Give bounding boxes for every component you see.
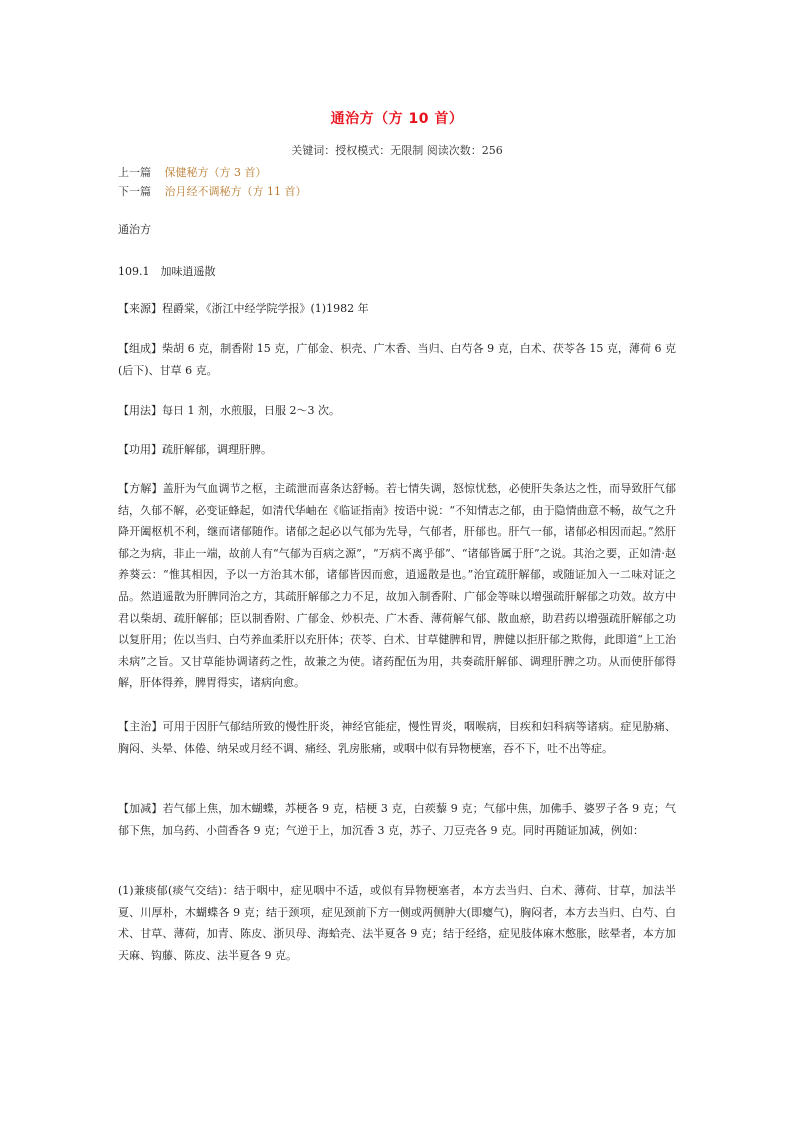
example-paragraph-1: (1)兼痰郁(痰气交结)：结于咽中，症见咽中不适，或似有异物梗塞者，本方去当归、白术、薄荷、甘草，加法半夏、川厚朴，木蝴蝶各 9 克；结于颈项，症见颈前下方一侧或两侧肿大(即瘿气)，胸闷者，本方去当归、白芍、白术、甘草、薄荷，加青、陈皮、浙贝母、海蛤壳、法半夏各 9 克；结于经络，症见肢体麻木憋胀，眩晕者，本方加天麻、钩藤、陈皮、法半夏各 9 克。 [118,884,676,962]
recipe-heading: 109.1 加味逍遥散 [118,265,216,278]
page-title: 通治方（方 10 首） [330,111,464,127]
indications-paragraph: 【主治】可用于因肝气郁结所致的慢性肝炎，神经官能症，慢性胃炎，咽喉病，目疾和妇科病等诸病。症见胁痛、胸闷、头晕、体倦、纳呆或月经不调、痛经、乳房胀痛，或咽中似有异物梗塞，吞不下，吐不出等症。 [118,720,676,755]
explanation-paragraph: 【方解】盖肝为气血调节之枢，主疏泄而喜条达舒畅。若七情失调，怒惊忧愁，必使肝失条达之性，而导致肝气郁结，久郁不解，必变证蜂起，如清代华岫在《临证指南》按语中说：“不知情志之郁，由于隐情曲意不畅，故气之升降开阖枢机不利，继而诸郁随作。诸郁之起必以气郁为先导，气郁者，肝郁也。肝气一郁，诸郁必相因而起。”然肝郁之为病，非止一端，故前人有“气郁为百病之源”，“万病不离乎郁”、“诸郁皆属于肝”之说。其治之要，正如清·赵养葵云：“惟其相因，予以一方治其木郁，诸郁皆因而愈，逍遥散是也。”治宜疏肝解郁，或随证加入一二味对证之品。然逍遥散为肝脾同治之方，其疏肝解郁之力不足，故加入制香附、广郁金等味以增强疏肝解郁之功效。故方中君以柴胡、疏肝解郁；臣以制香附、广郁金、炒枳壳、广木香、薄荷解气郁、散血瘀，助君药以增强疏肝解郁之功以复肝用；佐以当归、白芍养血柔肝以充肝体；茯苓、白术、甘草健脾和胃，脾健以拒肝郁之欺侮，此即道“上工治未病”之旨。又甘草能协调诸药之性，故兼之为使。诸药配伍为用，共奏疏肝解郁、调理肝脾之功。从而使肝郁得解，肝体得养，脾胃得实，诸病向愈。 [118,482,676,690]
article-meta: 关键词：授权模式：无限制 阅读次数：256 [291,144,503,157]
next-article-link[interactable]: 治月经不调秘方（方 11 首） [164,185,307,198]
prev-article-link[interactable]: 保健秘方（方 3 首） [164,166,267,179]
prev-label: 上一篇 [118,166,151,179]
next-article-nav [118,183,307,199]
next-label: 下一篇 [118,185,151,198]
modifications-paragraph: 【加减】若气郁上焦，加木蝴蝶，苏梗各 9 克，桔梗 3 克，白蒺藜 9 克；气郁中焦，加佛手、婆罗子各 9 克；气郁下焦，加乌药、小茴香各 9 克；气逆于上，加沉香 3 克，苏子、刀豆壳各 9 克。同时再随证加减，例如： [118,802,676,837]
prev-article-nav [118,164,267,180]
source-paragraph: 【来源】程爵棠，《浙江中经学院学报》(1)1982 年 [118,302,369,315]
composition-paragraph: 【组成】柴胡 6 克，制香附 15 克，广郁金、枳壳、广木香、当归、白芍各 9 克，白术、茯苓各 15 克，薄荷 6 克(后下)、甘草 6 克。 [118,342,676,377]
section-heading: 通治方 [118,223,151,236]
usage-paragraph: 【用法】每日 1 剂，水煎服，日服 2～3 次。 [118,404,340,417]
function-paragraph: 【功用】疏肝解郁，调理肝脾。 [118,443,272,456]
